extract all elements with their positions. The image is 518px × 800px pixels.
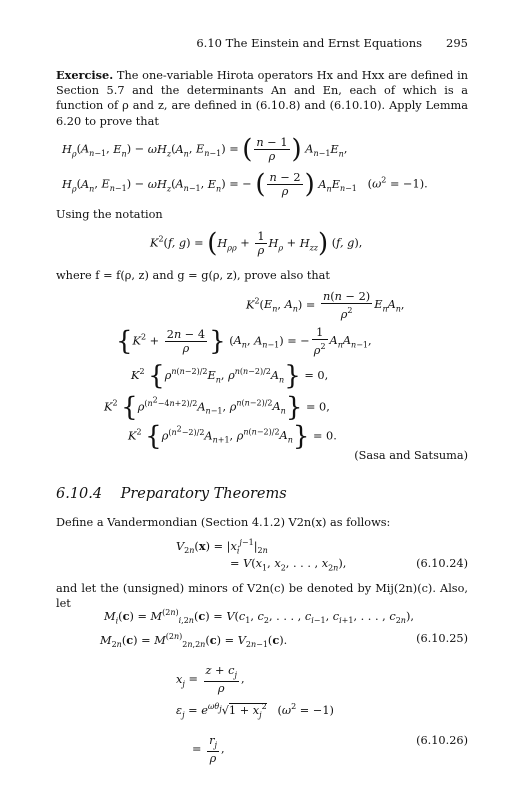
tag-6-10-24: (6.10.24)	[416, 557, 468, 570]
section-title: Preparatory Theorems	[120, 486, 287, 502]
equation-10: = $V(x_1$, $x_2$, . . . , $x_{2n}$),	[230, 557, 347, 573]
tag-6-10-25: (6.10.25)	[416, 632, 468, 645]
equation-5: {$K^2$ + $\frac{2n - 4}{\rho}$ } ($A_n$, $A_{n-1}$) = − $\frac{1}{\rho^2}$ $A_nA_{n-1}$,	[116, 326, 372, 357]
running-header	[56, 36, 468, 52]
running-title: 6.10 The Einstein and Ernst Equations	[196, 36, 422, 50]
equation-8: $K^2$ {$\rho^{(n^2-2)/2}A_{n+1}$, $\rho^{n(n-2)/2}A_n\} = 0$.	[128, 421, 337, 452]
equation-9: $V_{2n}(x) = |x_i^{j-1}|_{2n}$	[176, 538, 268, 556]
minors-line: and let the (unsigned) minors of V2n(c) be denoted by Mij(2n)(c). Also, let	[56, 582, 468, 611]
equation-12: $M_{2n}(c) = M^{(2n)}_{2n,2n}(c) = V_{2n-1}(c)$.	[100, 632, 288, 650]
exercise-text: The one-variable Hirota operators Hx and Hxx are defined in Section 5.7 and the determinants An and En, each of which is a function of ρ and z, are defined in (6.10.8) and (6.10.10). Apply Lemma 6.20 to prove that	[56, 69, 468, 128]
equation-3: $K^2(f$, $g) = (H_{\rho\rho}$ + $\frac{1}{\rho}$ $H_\rho + H_{zz}$) (f, g),	[150, 228, 363, 259]
equation-11: $M_i(c) = M^{(2n)}_{i,2n}(c) = V(c_1$, $c_2$, . . . , $c_{i-1}$, $c_{i+1}$, . . . , $c_{2n}$),	[104, 608, 414, 626]
where-line: where f = f(ρ, z) and g = g(ρ, z), prove also that	[56, 269, 330, 282]
equation-13: $x_j$ = $\frac{z + c_j}{\rho}$ ,	[176, 664, 245, 696]
section-number: 6.10.4	[56, 486, 103, 502]
define-line: Define a Vandermondian (Section 4.1.2) V2n(x) as follows:	[56, 516, 391, 529]
page-number: 295	[446, 36, 468, 50]
equation-2: $H_\rho(A_n$, $E_{n-1}) - \omega H_z(A_{n-1}$, $E_n$) = − ( $\frac{n - 2}{\rho}$ ) $A_nE_{n-1}$ $(\omega^2 = -1)$.	[62, 169, 428, 200]
citation: (Sasa and Satsuma)	[354, 449, 468, 462]
equation-7: $K^2$ {$\rho^{(n^2-4n+2)/2}A_{n-1}$, $\rho^{n(n-2)/2}A_n\} = 0$,	[104, 392, 330, 423]
section-heading	[56, 486, 287, 502]
equation-4: $K^2(E_n$, $A_n$) = $\frac{n(n - 2)}{\rho^2}$ $E_nA_n$,	[246, 290, 405, 321]
notation-line: Using the notation	[56, 208, 163, 221]
equation-6: $K^2$ {$\rho^{n(n-2)/2}E_n$, $\rho^{n(n-2)/2}A_n\} = 0$,	[131, 361, 329, 391]
equation-15: = $\frac{r_j}{\rho}$ ,	[192, 734, 225, 766]
tag-6-10-26: (6.10.26)	[416, 734, 468, 747]
equation-14: $\varepsilon_j = e^{\omega\theta_j}√1 + x_j^2$ $(\omega^2 = -1)$	[176, 702, 334, 720]
exercise-paragraph	[56, 68, 468, 129]
equation-1: $H_\rho(A_{n-1}$, $E_n) - \omega H_z(A_n$, $E_{n-1}$) = ( $\frac{n - 1}{\rho}$ ) $A_{n-1}E_n$,	[62, 134, 348, 165]
exercise-heading: Exercise.	[56, 68, 114, 82]
